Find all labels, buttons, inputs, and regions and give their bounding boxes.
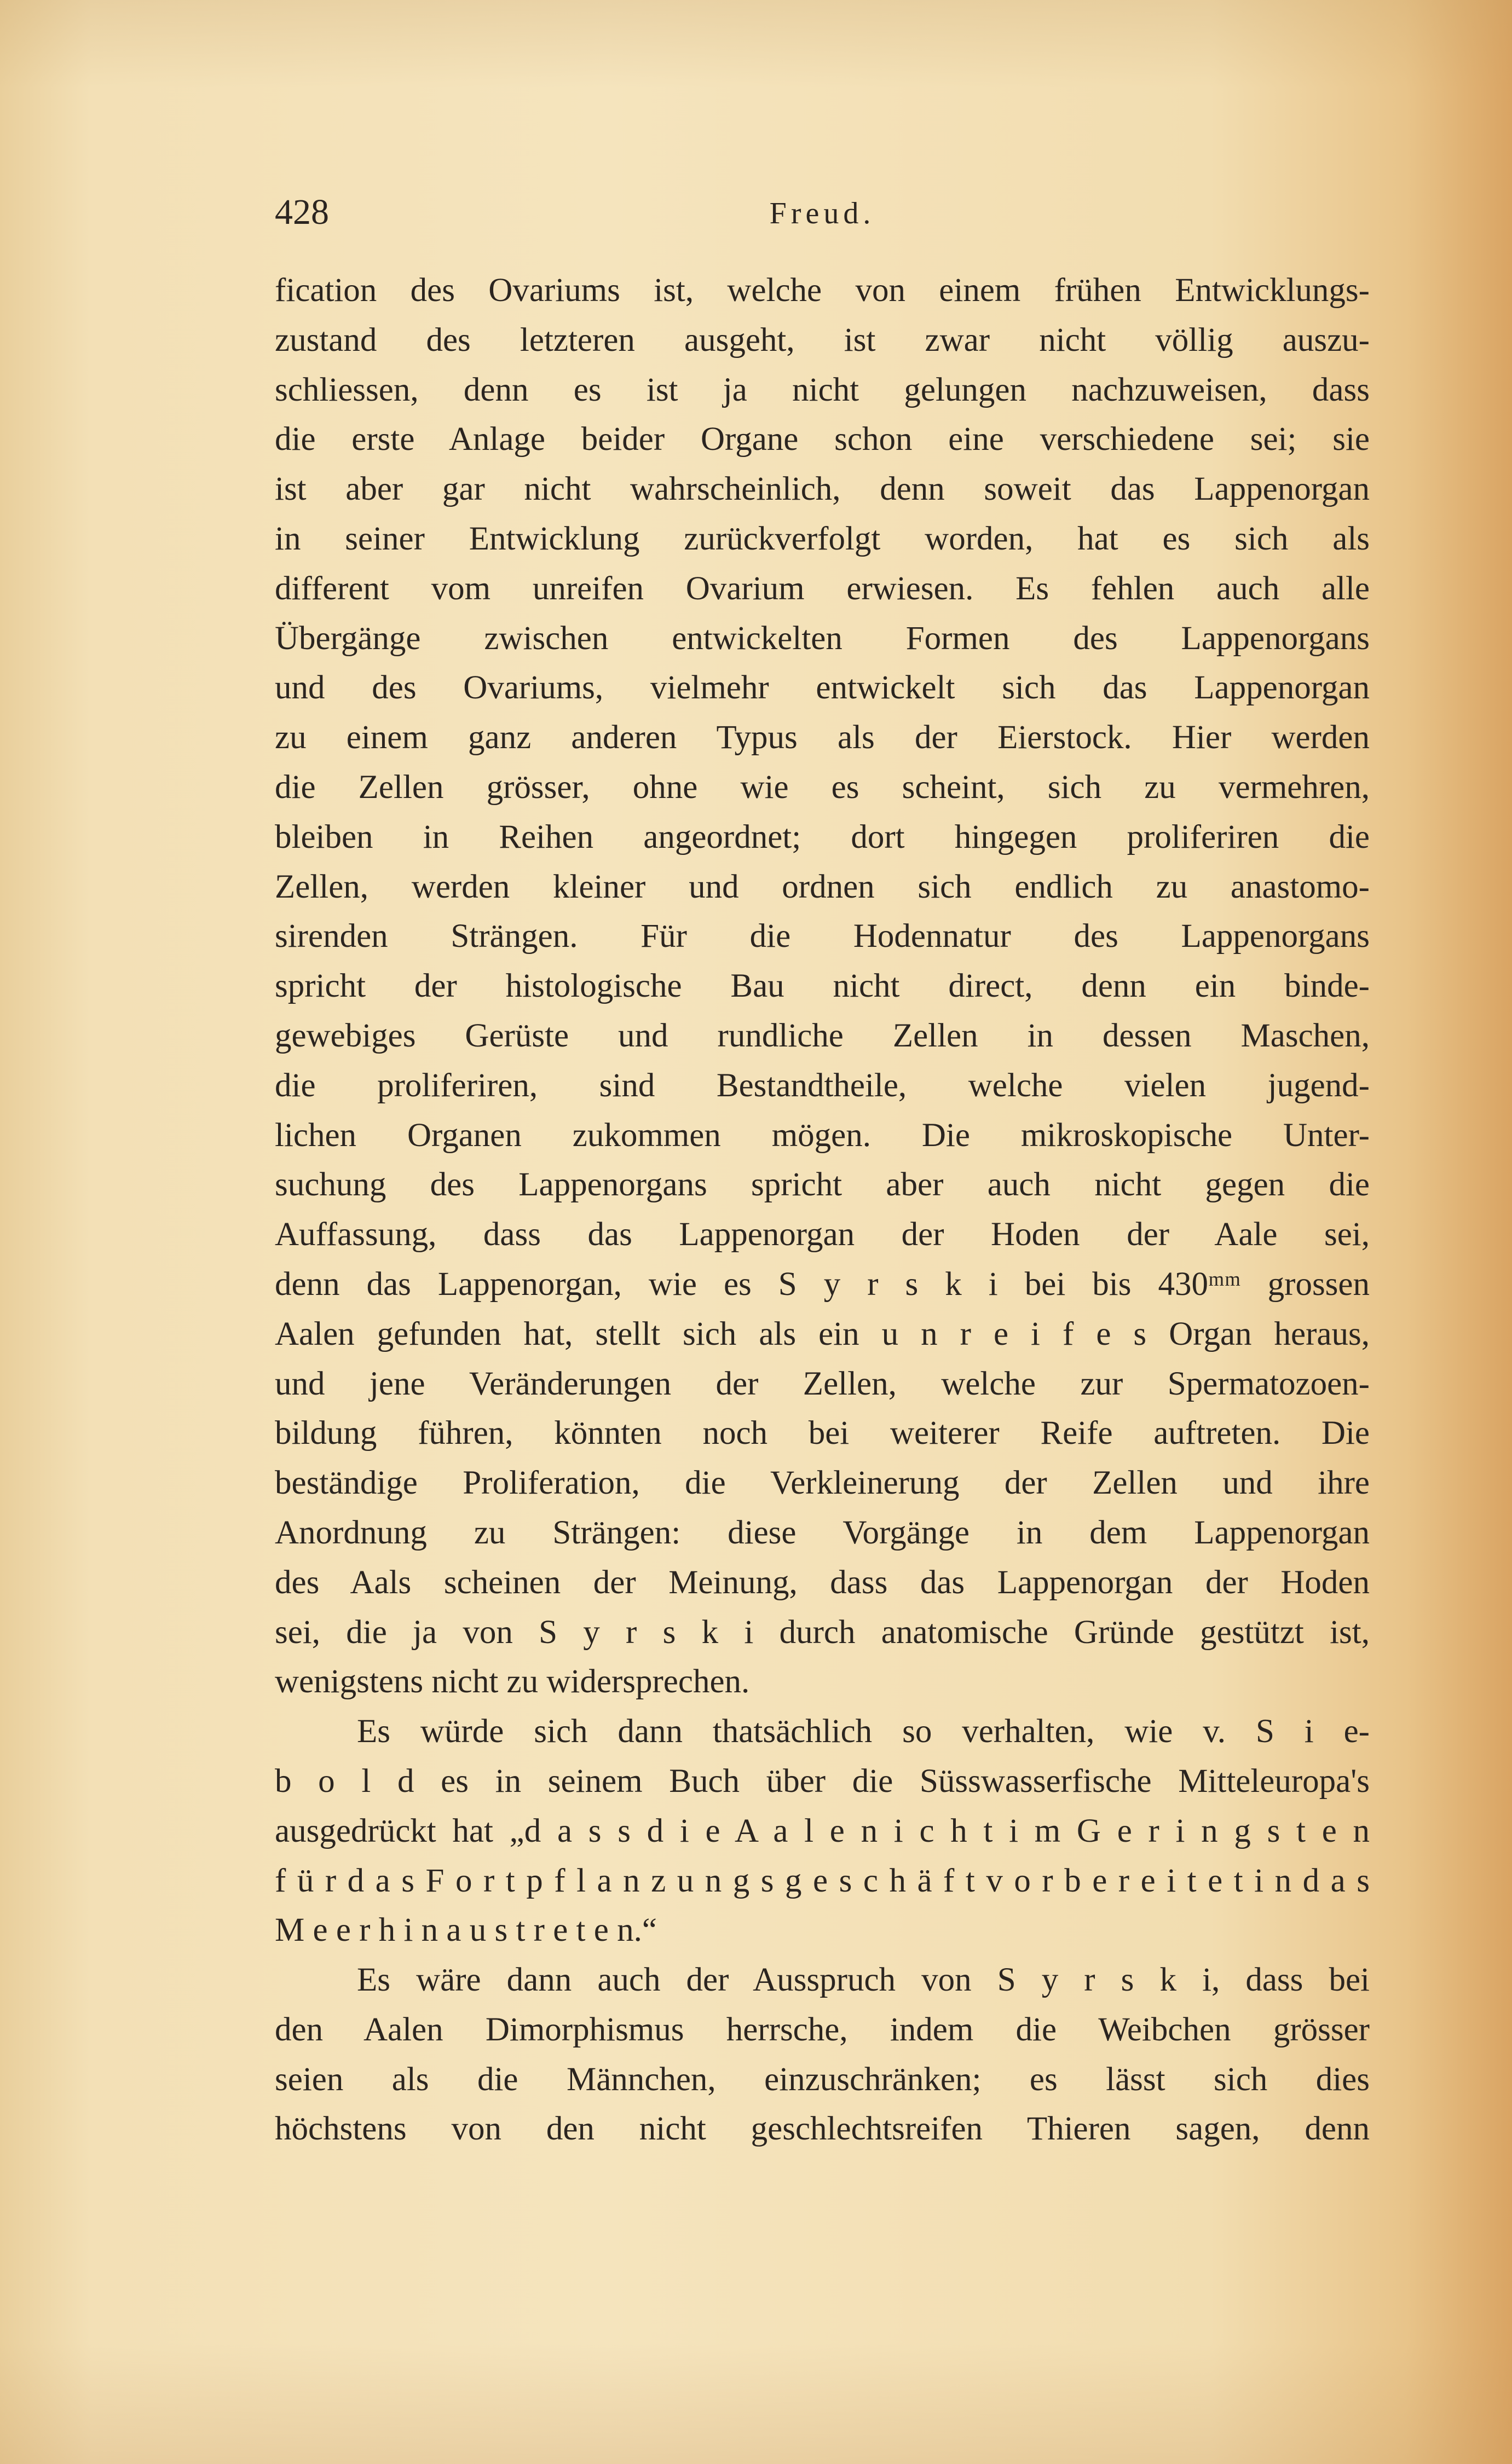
- text-line: different vom unreifen Ovarium erwiesen. Es fehlen auch alle: [275, 570, 1370, 607]
- text-line: Zellen, werden kleiner und ordnen sich endlich zu anastomo-: [275, 868, 1370, 905]
- text-line: höchstens von den nicht geschlechtsreifen Thieren sagen, denn: [275, 2110, 1370, 2148]
- text-line: Übergänge zwischen entwickelten Formen des Lappenorgans: [275, 620, 1370, 657]
- text-line: f ü r d a s F o r t p f l a n z u n g s g e s c h ä f t v o r b e r e i t e t i n d a s: [275, 1862, 1370, 1899]
- text-line: wenigstens nicht zu widersprechen.: [275, 1663, 750, 1700]
- text-line: seien als die Männchen, einzuschränken; es lässt sich dies: [275, 2061, 1370, 2098]
- text-line: sirenden Strängen. Für die Hodennatur des Lappenorgans: [275, 918, 1370, 955]
- text-line: Es würde sich dann thatsächlich so verhalten, wie v. S i e-: [357, 1713, 1370, 1750]
- page-shadow-top: [0, 0, 1512, 88]
- text-line: die Zellen grösser, ohne wie es scheint, sich zu vermehren,: [275, 768, 1370, 806]
- text-line: und des Ovariums, vielmehr entwickelt sich das Lappenorgan: [275, 669, 1370, 707]
- text-line: M e e r h i n a u s t r e t e n.“: [275, 1912, 657, 1949]
- page-header: [275, 192, 1370, 241]
- text-line: die proliferiren, sind Bestandtheile, welche vielen jugend-: [275, 1067, 1370, 1104]
- page-number: 428: [275, 192, 329, 232]
- text-line: suchung des Lappenorgans spricht aber auch nicht gegen die: [275, 1166, 1370, 1204]
- text-line: die erste Anlage beider Organe schon eine verschiedene sei; sie: [275, 421, 1370, 458]
- text-line: denn das Lappenorgan, wie es S y r s k i bei bis 430ᵐᵐ grossen: [275, 1265, 1370, 1303]
- text-line: des Aals scheinen der Meinung, dass das Lappenorgan der Hoden: [275, 1564, 1370, 1601]
- text-line: Anordnung zu Strängen: diese Vorgänge in dem Lappenorgan: [275, 1514, 1370, 1551]
- text-line: spricht der histologische Bau nicht direct, denn ein binde-: [275, 968, 1370, 1005]
- text-line: lichen Organen zukommen mögen. Die mikroskopische Unter-: [275, 1117, 1370, 1154]
- text-line: b o l d es in seinem Buch über die Süsswasserfische Mitteleuropa's: [275, 1762, 1370, 1800]
- text-line: beständige Proliferation, die Verkleinerung der Zellen und ihre: [275, 1465, 1370, 1502]
- text-line: fication des Ovariums ist, welche von einem frühen Entwicklungs-: [275, 272, 1370, 309]
- text-line: schliessen, denn es ist ja nicht gelungen nachzuweisen, dass: [275, 371, 1370, 408]
- text-line: Auffassung, dass das Lappenorgan der Hoden der Aale sei,: [275, 1216, 1370, 1253]
- body-text: [275, 266, 1370, 2154]
- text-line: Es wäre dann auch der Ausspruch von S y r s k i, dass bei: [357, 1962, 1370, 1999]
- text-line: Aalen gefunden hat, stellt sich als ein u n r e i f e s Organ heraus,: [275, 1315, 1370, 1352]
- text-line: zu einem ganz anderen Typus als der Eierstock. Hier werden: [275, 719, 1370, 756]
- text-line: den Aalen Dimorphismus herrsche, indem die Weibchen grösser: [275, 2011, 1370, 2048]
- text-line: und jene Veränderungen der Zellen, welche zur Spermatozoen-: [275, 1365, 1370, 1402]
- text-line: ist aber gar nicht wahrscheinlich, denn soweit das Lappenorgan: [275, 471, 1370, 508]
- text-line: bildung führen, könnten noch bei weiterer Reife auftreten. Die: [275, 1415, 1370, 1452]
- text-line: gewebiges Gerüste und rundliche Zellen in dessen Maschen,: [275, 1017, 1370, 1054]
- text-line: bleiben in Reihen angeordnet; dort hingegen proliferiren die: [275, 818, 1370, 855]
- text-line: zustand des letzteren ausgeht, ist zwar nicht völlig auszu-: [275, 321, 1370, 358]
- text-line: sei, die ja von S y r s k i durch anatomische Gründe gestützt ist,: [275, 1613, 1370, 1651]
- text-line: ausgedrückt hat „d a s s d i e A a l e n i c h t i m G e r i n g s t e n: [275, 1812, 1370, 1849]
- text-line: in seiner Entwicklung zurückverfolgt worden, hat es sich als: [275, 520, 1370, 557]
- running-head: Freud.: [769, 196, 875, 230]
- page-shadow-bottom: [0, 2344, 1512, 2464]
